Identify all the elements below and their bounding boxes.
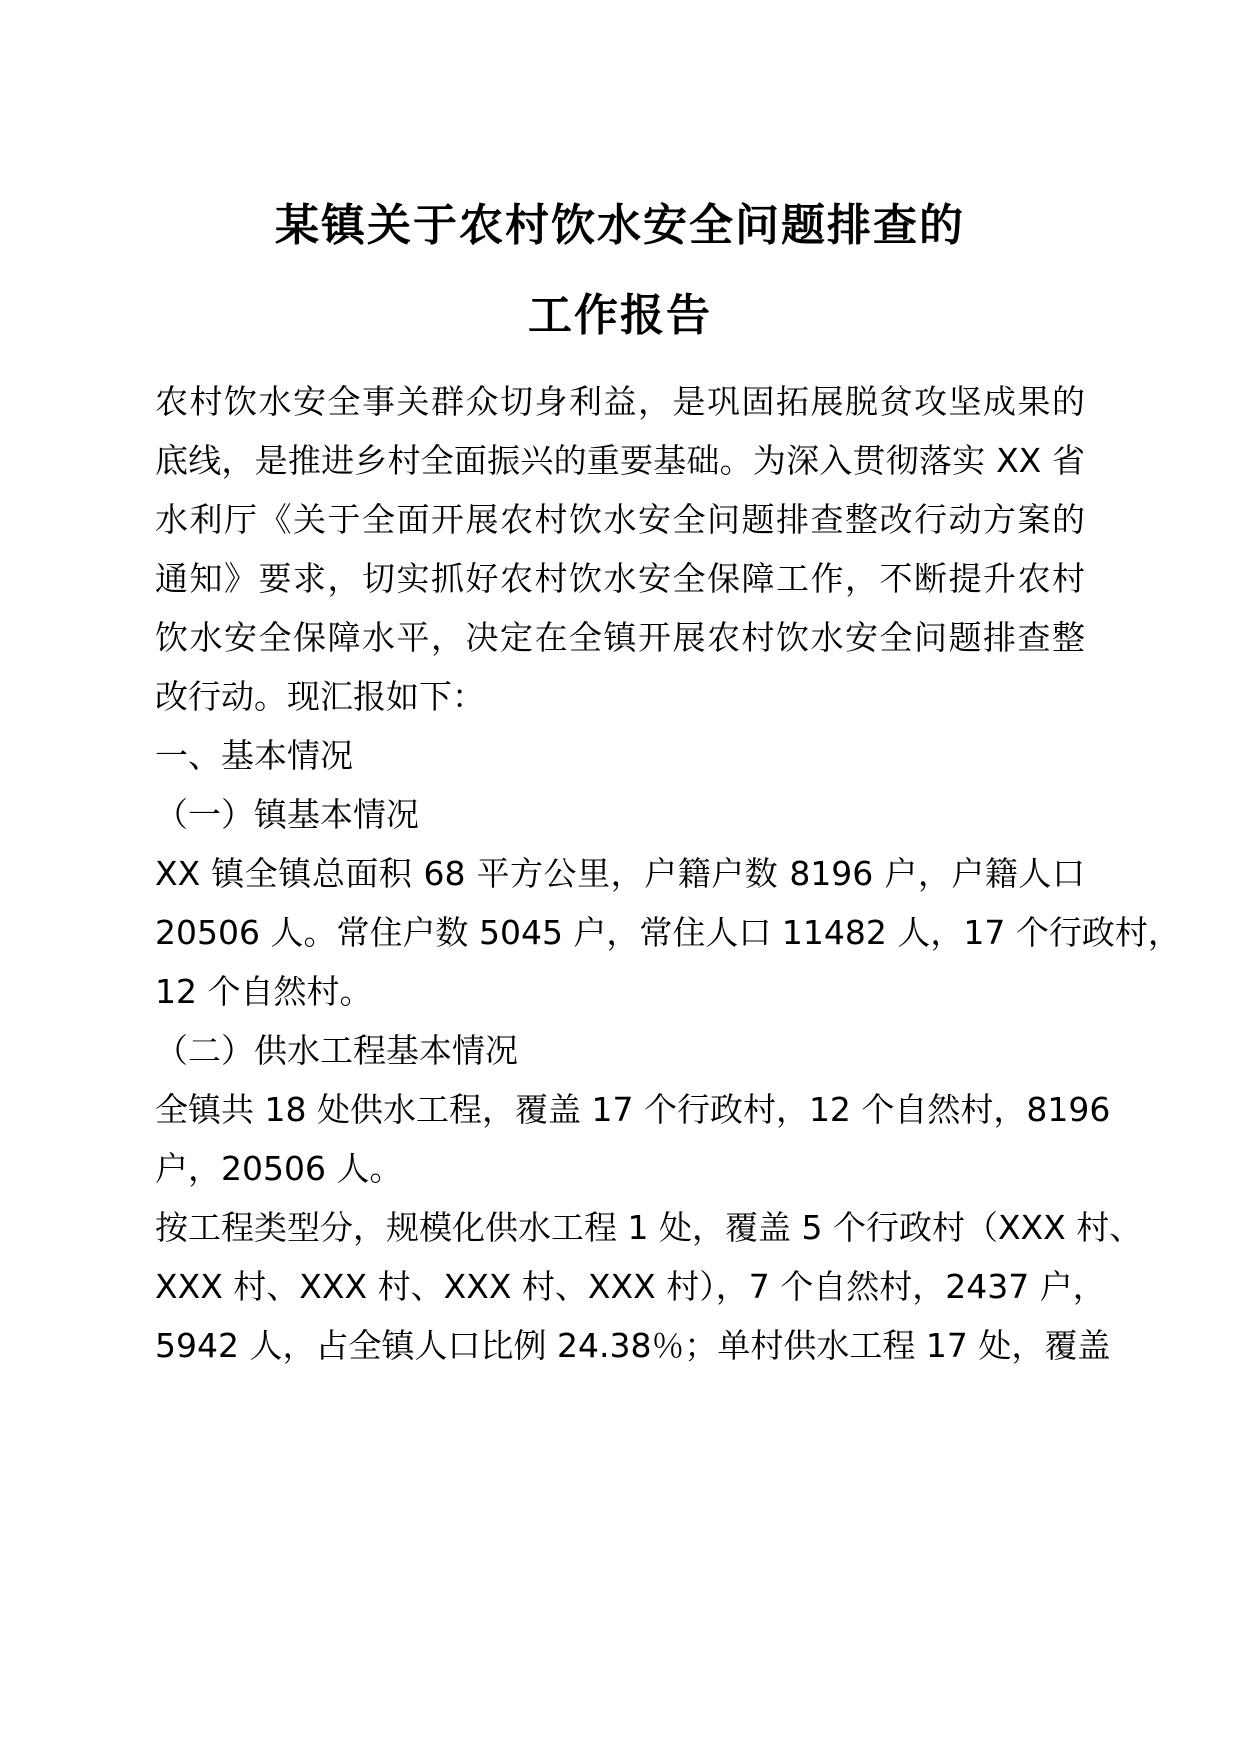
body-line-13: 全镇共 18 处供水工程，覆盖 17 个行政村，12 个自然村，8196 (155, 1090, 1111, 1129)
body-line-17: 5942 人，占全镇人口比例 24.38％；单村供水工程 17 处，覆盖 (155, 1326, 1111, 1365)
body-line-11: 12 个自然村。 (155, 972, 373, 1011)
body-line-5: 饮水安全保障水平，决定在全镇开展农村饮水安全问题排查整 (155, 618, 1085, 657)
body-line-9: XX 镇全镇总面积 68 平方公里，户籍户数 8196 户，户籍人口 (155, 854, 1085, 893)
body-line-6: 改行动。现汇报如下： (155, 677, 485, 716)
subsection-heading-2: （二）供水工程基本情况 (155, 1031, 518, 1070)
body-line-15: 按工程类型分，规模化供水工程 1 处，覆盖 5 个行政村（XXX 村、 (155, 1208, 1143, 1247)
body-line-4: 通知》要求，切实抓好农村饮水安全保障工作，不断提升农村 (155, 559, 1085, 598)
body-line-2: 底线，是推进乡村全面振兴的重要基础。为深入贯彻落实 XX 省 (155, 441, 1085, 480)
section-heading-1: 一、基本情况 (155, 736, 353, 775)
body-line-14: 户，20506 人。 (155, 1149, 403, 1188)
title-line-1: 某镇关于农村饮水安全问题排查的 (275, 200, 965, 251)
body-line-3: 水利厅《关于全面开展农村饮水安全问题排查整改行动方案的 (155, 500, 1085, 539)
title-line-2: 工作报告 (528, 290, 712, 341)
subsection-heading-1: （一）镇基本情况 (155, 795, 419, 834)
body-line-1: 农村饮水安全事关群众切身利益，是巩固拓展脱贫攻坚成果的 (155, 382, 1085, 421)
body-line-10: 20506 人。常住户数 5045 户，常住人口 11482 人，17 个行政村， (155, 913, 1181, 952)
body-line-16: XXX 村、XXX 村、XXX 村、XXX 村），7 个自然村，2437 户， (155, 1267, 1106, 1306)
